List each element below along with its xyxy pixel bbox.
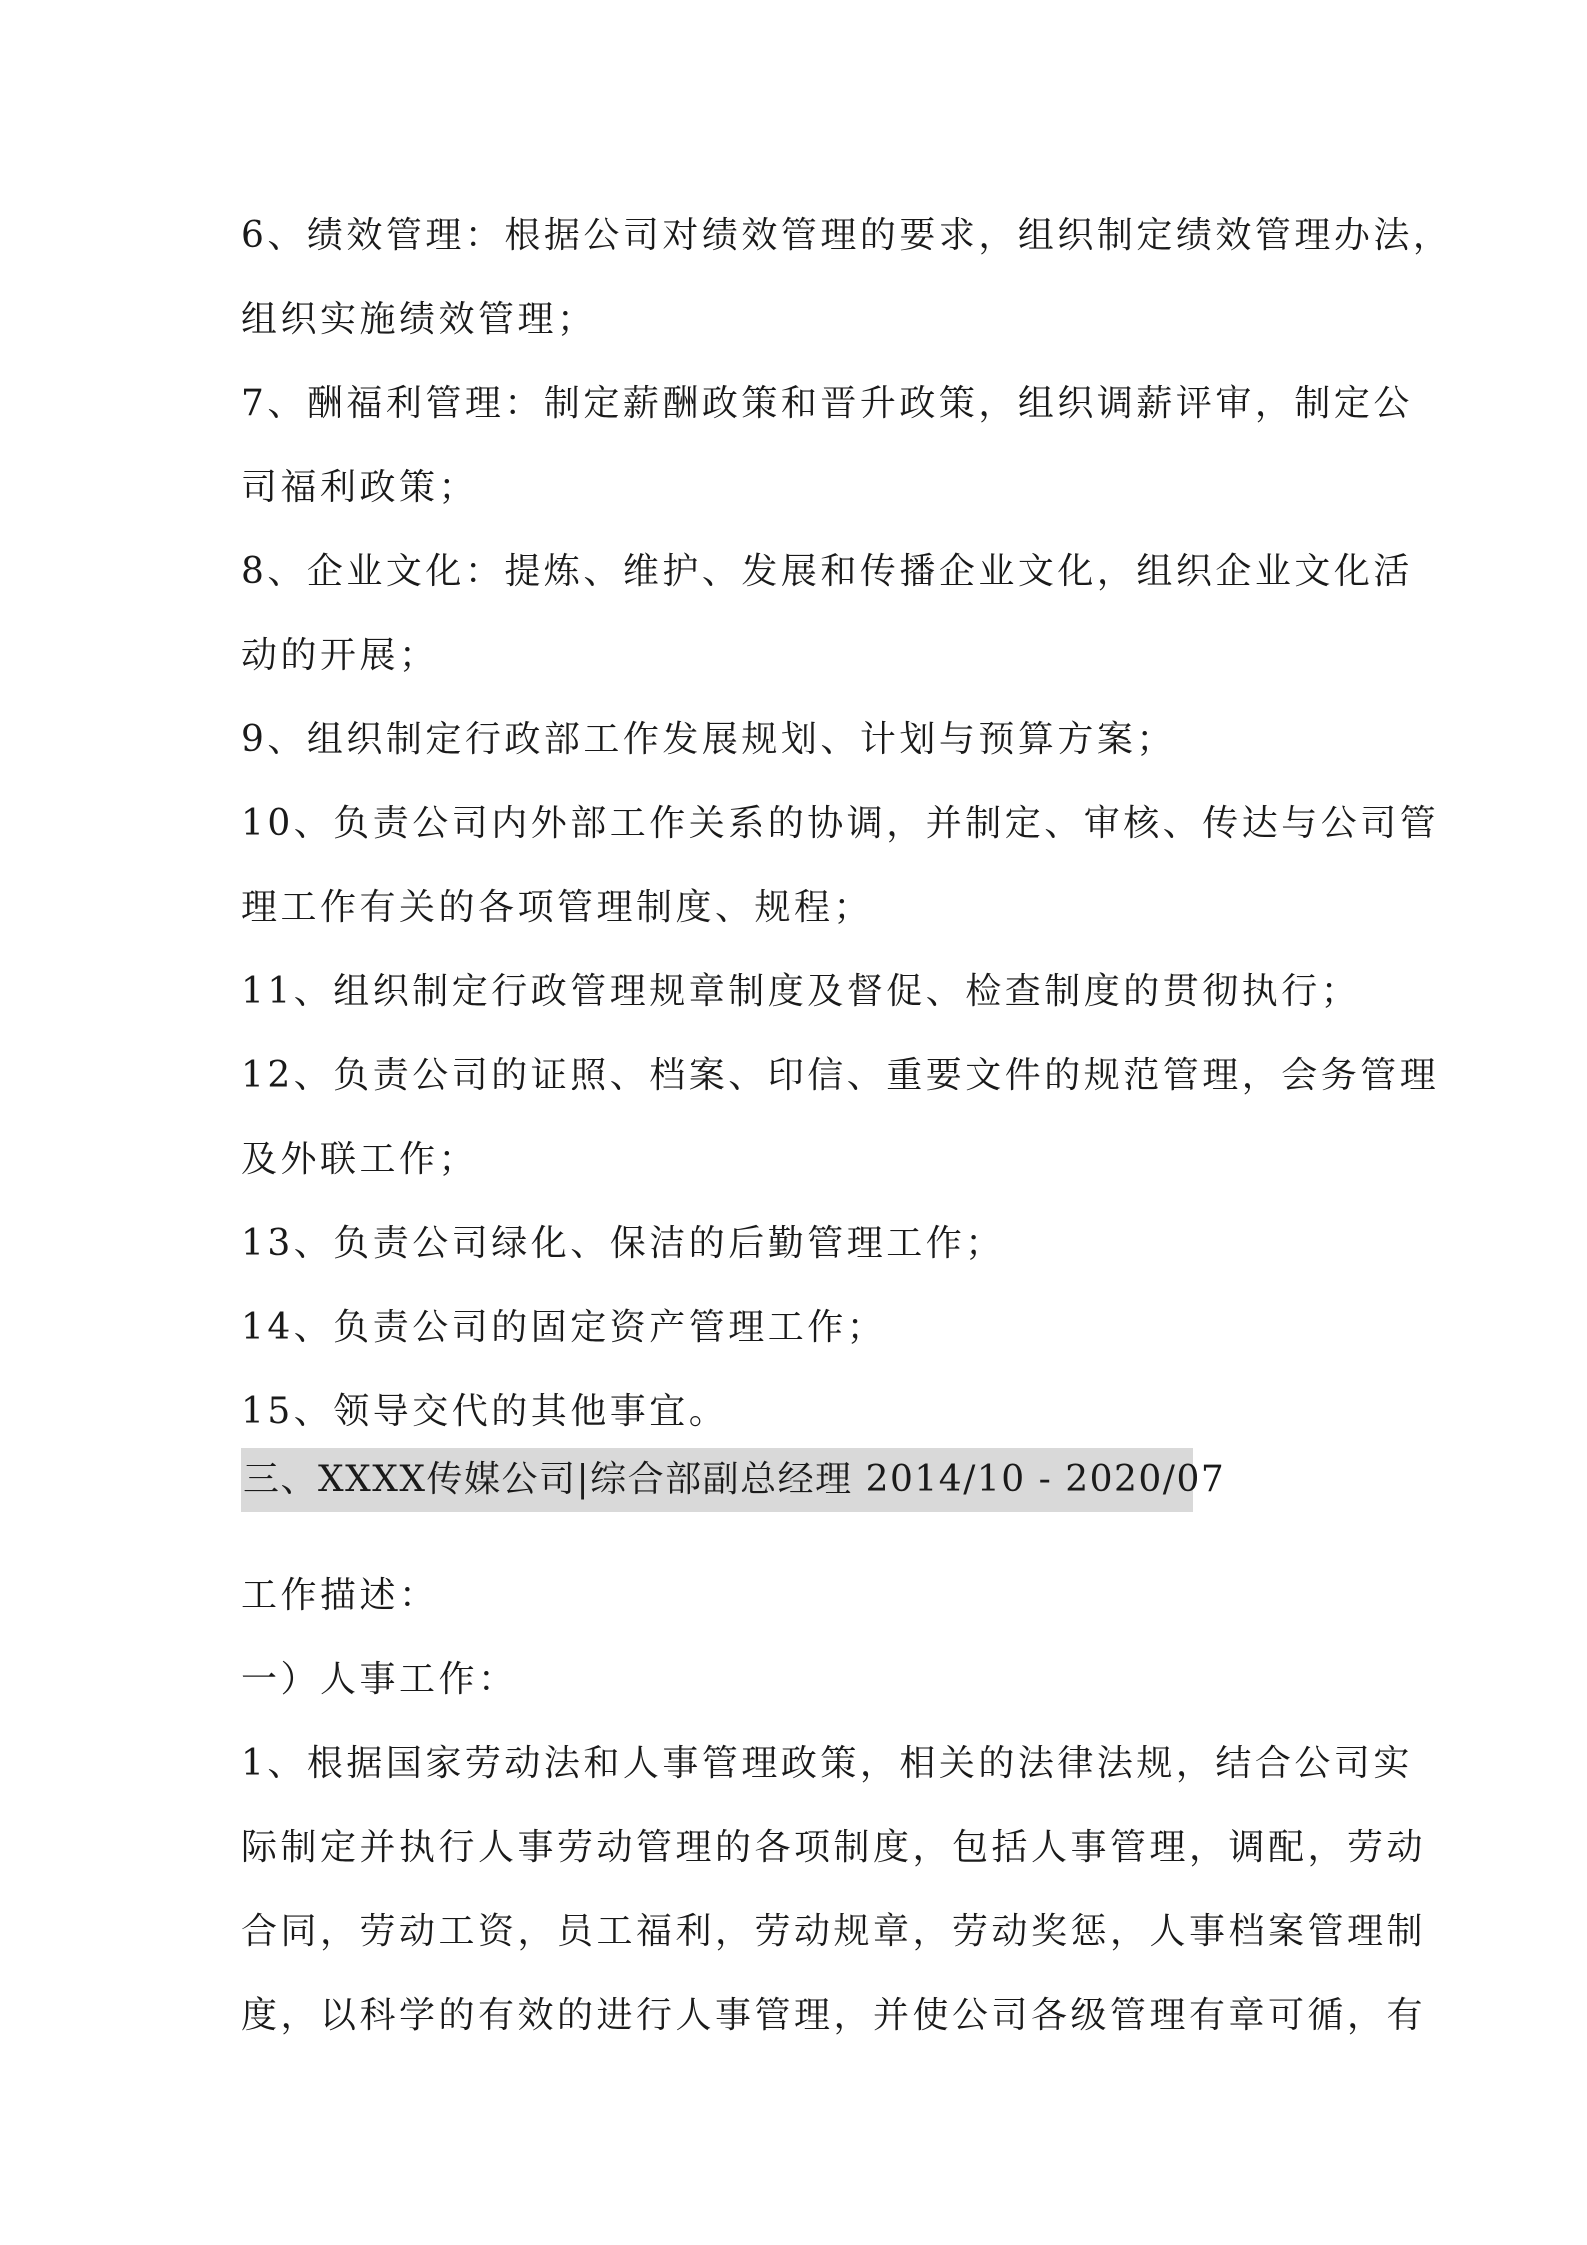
text-line: 8、企业文化：提炼、维护、发展和传播企业文化，组织企业文化活 <box>241 551 1413 592</box>
text-line: 度，以科学的有效的进行人事管理，并使公司各级管理有章可循，有 <box>241 1995 1427 2036</box>
text-line: 动的开展； <box>241 635 439 676</box>
text-line: 1、根据国家劳动法和人事管理政策，相关的法律法规，结合公司实 <box>241 1743 1413 1784</box>
text-line: 际制定并执行人事劳动管理的各项制度，包括人事管理，调配，劳动 <box>241 1827 1427 1868</box>
text-line: 司福利政策； <box>241 467 479 508</box>
text-line: 理工作有关的各项管理制度、规程； <box>241 887 874 928</box>
section-heading <box>241 1448 1226 1512</box>
text-line: 11、组织制定行政管理规章制度及督促、检查制度的贯彻执行； <box>241 971 1361 1012</box>
text-line: 14、负责公司的固定资产管理工作； <box>241 1307 887 1348</box>
section-heading-text: 三、XXXX传媒公司|综合部副总经理 2014/10 - 2020/07 <box>243 1459 1226 1500</box>
text-line: 6、绩效管理：根据公司对绩效管理的要求，组织制定绩效管理办法， <box>241 215 1453 256</box>
text-line: 合同，劳动工资，员工福利，劳动规章，劳动奖惩，人事档案管理制 <box>241 1911 1427 1952</box>
text-line: 及外联工作； <box>241 1139 479 1180</box>
text-line: 组织实施绩效管理； <box>241 299 597 340</box>
text-line: 10、负责公司内外部工作关系的协调，并制定、审核、传达与公司管 <box>241 803 1440 844</box>
text-line: 13、负责公司绿化、保洁的后勤管理工作； <box>241 1223 1005 1264</box>
text-line: 7、酬福利管理：制定薪酬政策和晋升政策，组织调薪评审，制定公 <box>241 383 1413 424</box>
subheading: 一）人事工作： <box>241 1659 518 1700</box>
subheading: 工作描述： <box>241 1575 439 1616</box>
text-line: 12、负责公司的证照、档案、印信、重要文件的规范管理，会务管理 <box>241 1055 1440 1096</box>
text-line: 15、领导交代的其他事宜。 <box>241 1391 729 1432</box>
text-line: 9、组织制定行政部工作发展规划、计划与预算方案； <box>241 719 1176 760</box>
